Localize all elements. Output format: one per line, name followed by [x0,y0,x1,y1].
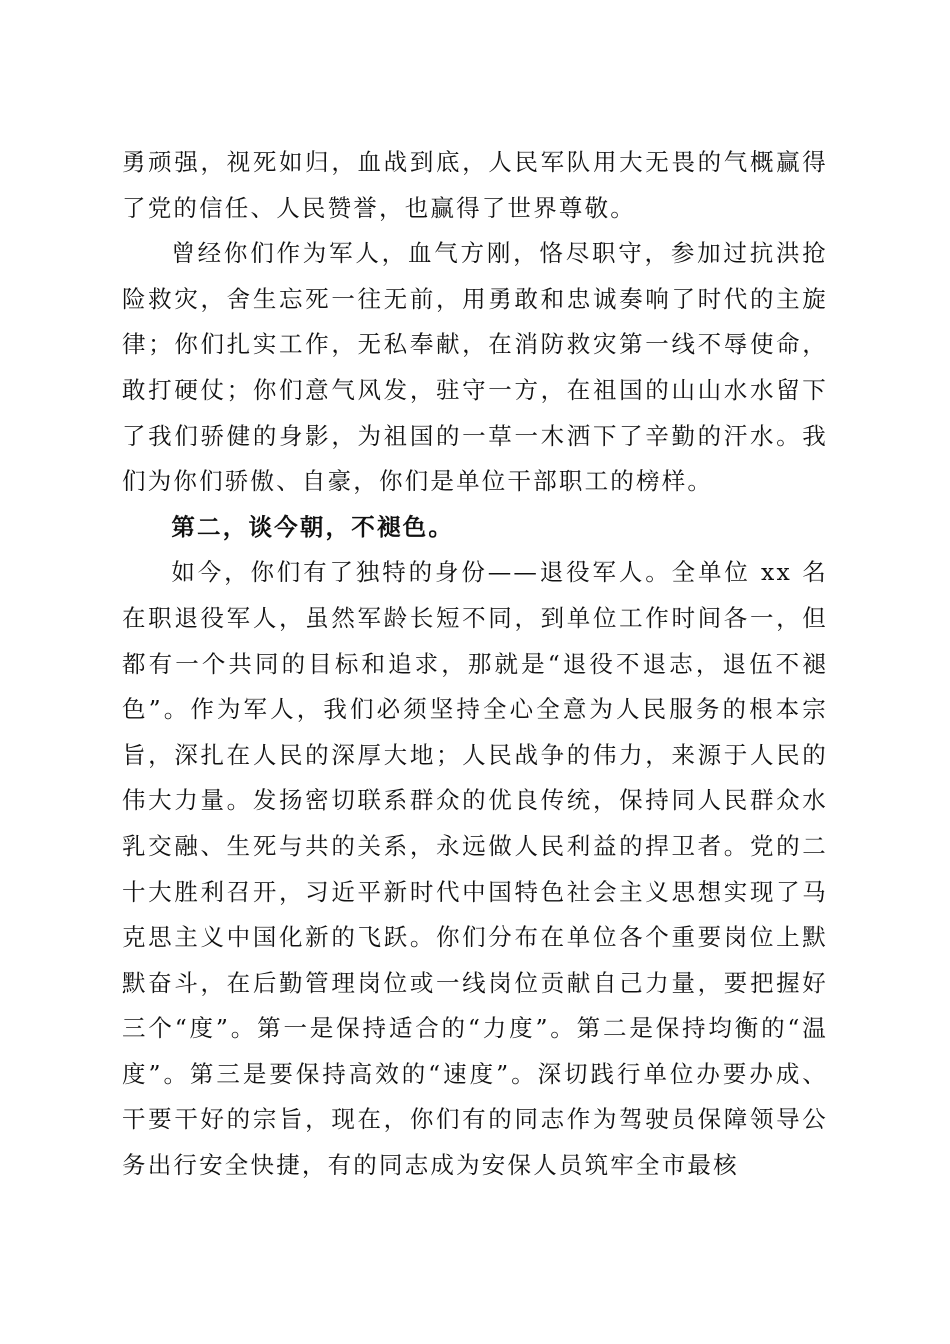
paragraph-past-service: 曾经你们作为军人，血气方刚，恪尽职守，参加过抗洪抢险救灾，舍生忘死一往无前，用勇敢和忠诚奏响了时代的主旋律；你们扎实工作，无私奉献，在消防救灾第一线不辱使命，敢打硬仗；你们意气风发，驻守一方，在祖国的山山水水留下了我们骄健的身影，为祖国的一草一木洒下了辛勤的汗水。我们为你们骄傲、自豪，你们是单位干部职工的榜样。 [122,239,828,496]
section-heading: 第二，谈今朝，不褪色。 [171,512,455,541]
paragraph-present-role: 如今，你们有了独特的身份——退役军人。全单位 xx 名在职退役军人，虽然军龄长短不同，到单位工作时间各一，但都有一个共同的目标和追求，那就是“退役不退志，退伍不褪色”。作为军人，我们必须坚持全心全意为人民服务的根本宗旨，深扎在人民的深厚大地；人民战争的伟力，来源于人民的伟大力量。发扬密切联系群众的优良传统，保持同人民群众水乳交融、生死与共的关系，永远做人民利益的捍卫者。党的二十大胜利召开，习近平新时代中国特色社会主义思想实现了马克思主义中国化新的飞跃。你们分布在单位各个重要岗位上默默奋斗，在后勤管理岗位或一线岗位贡献自己力量，要把握好三个“度”。第一是保持适合的“力度”。第二是保持均衡的“温度”。第三是要保持高效的“速度”。深切践行单位办要办成、干要干好的宗旨，现在，你们有的同志作为驾驶员保障领导公务出行安全快捷，有的同志成为安保人员筑牢全市最核 [122,558,828,1180]
paragraph-continuation: 勇顽强，视死如归，血战到底，人民军队用大无畏的气概赢得了党的信任、人民赞誉，也赢得了世界尊敬。 [122,148,828,222]
document-body [122,140,828,1189]
